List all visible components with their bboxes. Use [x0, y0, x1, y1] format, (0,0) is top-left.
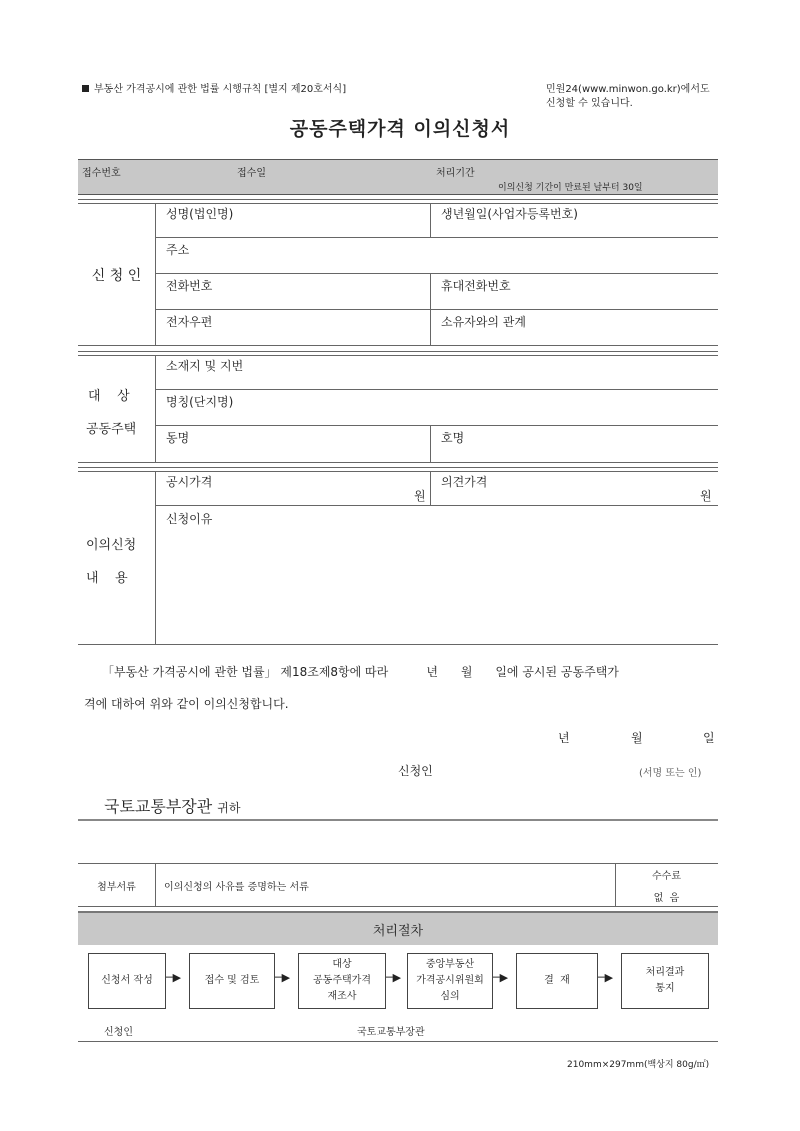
recipient-suffix: 귀하 — [217, 801, 241, 815]
arrow-right-icon: ─▶ — [386, 971, 402, 984]
procedure-step-4: 중앙부동산 가격공시위원회 심의 — [407, 953, 493, 1009]
page-title: 공동주택가격 이의신청서 — [289, 118, 511, 140]
email-field-label: 전자우편 — [166, 315, 213, 329]
date-month-label: 월 — [631, 731, 643, 745]
law-reference: 부동산 가격공시에 관한 법률 시행규칙 [별지 제20호서식] — [82, 80, 346, 95]
announced-price-label: 공시가격 — [166, 475, 213, 489]
actor-applicant: 신청인 — [104, 1027, 133, 1038]
owner-relation-field-label: 소유자와의 관계 — [441, 315, 526, 329]
procedure-step-5: 결 재 — [516, 953, 598, 1009]
content-section-label-2: 내 용 — [86, 571, 128, 586]
minwon-notice-line2: 신청할 수 있습니다. — [546, 98, 633, 109]
applicant-section-label: 신 청 인 — [91, 268, 142, 284]
paper-spec: 210mm×297mm(백상지 80g/㎡) — [567, 1060, 710, 1070]
announced-price-unit: 원 — [414, 489, 426, 503]
procedure-step-3: 대상 공동주택가격 재조사 — [298, 953, 386, 1009]
building-field-label: 동명 — [166, 431, 190, 445]
statement-line1: 「부동산 가격공시에 관한 법률」 제18조제8항에 따라 년 월 일에 공시된 공동주택가 — [102, 665, 619, 679]
arrow-right-icon: ─▶ — [166, 971, 182, 984]
recipient-name: 국토교통부장관 — [104, 797, 213, 816]
mobile-field-label: 휴대전화번호 — [441, 279, 511, 293]
procedure-step-2: 접수 및 검토 — [189, 953, 275, 1009]
target-section-label-1: 대 상 — [88, 389, 130, 404]
address-field-label: 주소 — [166, 243, 190, 257]
location-field-label: 소재지 및 지번 — [166, 359, 244, 373]
date-year-label: 년 — [558, 731, 570, 745]
statement-line2: 격에 대하여 위와 같이 이의신청합니다. — [84, 697, 289, 711]
recipient — [104, 794, 240, 817]
receipt-date-label: 접수일 — [237, 168, 266, 179]
receipt-number-label: 접수번호 — [82, 168, 121, 179]
processing-period-value: 이의신청 기간이 만료된 날부터 30일 — [498, 183, 643, 193]
fee-value: 없 음 — [653, 893, 680, 904]
opinion-price-label: 의견가격 — [441, 475, 488, 489]
processing-period-label: 처리기간 — [436, 168, 475, 179]
applicant-sign-label: 신청인 — [398, 764, 433, 778]
fee-label: 수수료 — [652, 871, 681, 882]
date-day-label: 일 — [703, 731, 715, 745]
arrow-right-icon: ─▶ — [275, 971, 291, 984]
attachment-value: 이의신청의 사유를 증명하는 서류 — [164, 882, 309, 893]
phone-field-label: 전화번호 — [166, 279, 213, 293]
arrow-right-icon: ─▶ — [598, 971, 614, 984]
unit-field-label: 호명 — [441, 431, 465, 445]
procedure-title: 처리절차 — [78, 911, 718, 945]
reason-field-label: 신청이유 — [166, 512, 213, 526]
square-bullet-icon — [82, 85, 89, 92]
content-section-label-1: 이의신청 — [86, 538, 137, 553]
minwon-notice-line1: 민원24(www.minwon.go.kr)에서도 — [546, 84, 710, 95]
birth-field-label: 생년월일(사업자등록번호) — [441, 207, 578, 221]
actor-ministry: 국토교통부장관 — [357, 1027, 425, 1038]
target-section-label-2: 공동주택 — [86, 422, 137, 437]
opinion-price-unit: 원 — [700, 489, 712, 503]
name-field-label: 성명(법인명) — [166, 207, 234, 221]
attachment-label: 첨부서류 — [97, 882, 136, 893]
arrow-right-icon: ─▶ — [493, 971, 509, 984]
complex-name-field-label: 명칭(단지명) — [166, 395, 234, 409]
sign-or-seal-label: (서명 또는 인) — [639, 768, 702, 779]
procedure-step-1: 신청서 작성 — [88, 953, 166, 1009]
procedure-step-6: 처리결과 통지 — [621, 953, 709, 1009]
